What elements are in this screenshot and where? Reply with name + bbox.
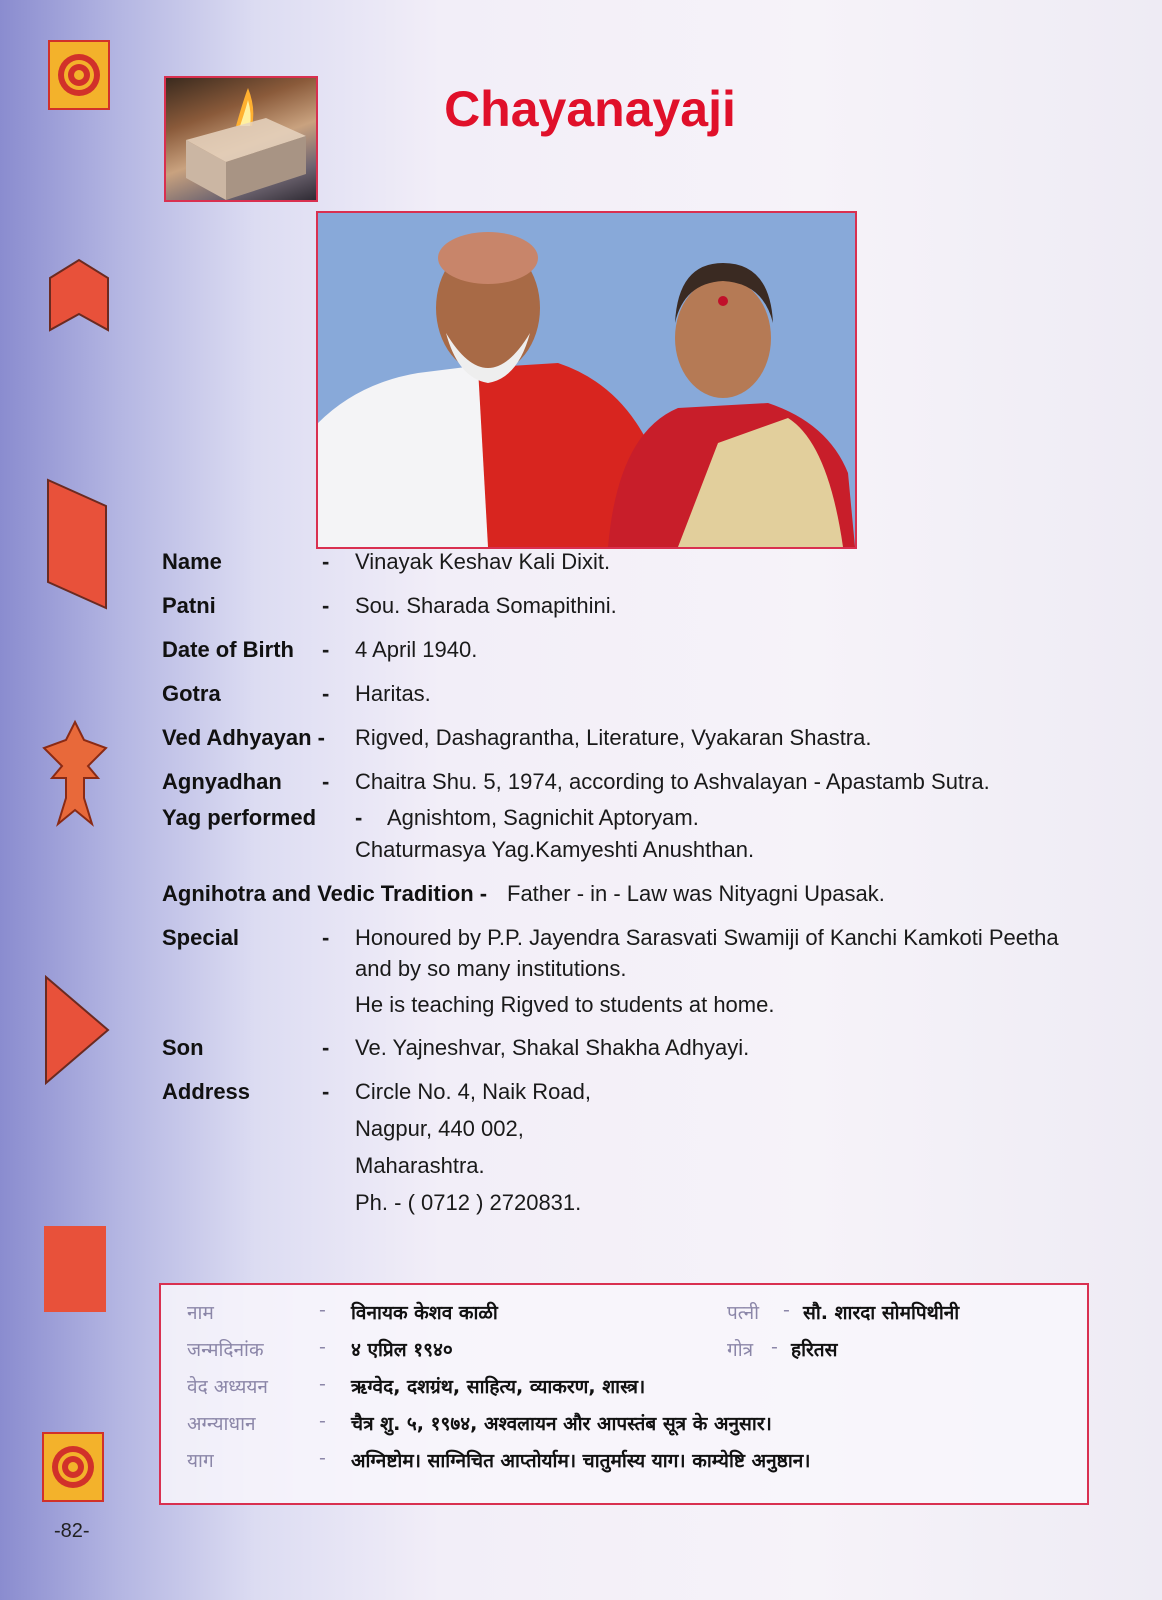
dob-dash: -: [322, 637, 330, 662]
special-value-1: Honoured by P.P. Jayendra Sarasvati Swamiji of Kanchi Kamkoti Peetha: [355, 925, 1059, 950]
son-dash: -: [322, 1035, 330, 1060]
play-triangle-icon: [44, 975, 110, 1085]
address-phone: Ph. - ( 0712 ) 2720831.: [355, 1190, 582, 1215]
janma-dash: -: [319, 1336, 326, 1358]
decorative-sidebar: [0, 0, 130, 1600]
patni-hindi-value: सौ. शारदा सोमपिथीनी: [803, 1302, 960, 1324]
page-title: Chayanayaji: [444, 81, 736, 137]
ved-value: Rigved, Dashagrantha, Literature, Vyakaran Shastra.: [355, 725, 872, 750]
name-dash: -: [322, 549, 330, 574]
gotra-hindi-value: हरितस: [791, 1339, 838, 1361]
yag-value-2: Chaturmasya Yag.Kamyeshti Anushthan.: [355, 837, 755, 862]
yaag-hindi-dash: -: [319, 1447, 326, 1469]
gotra-dash: -: [322, 681, 330, 706]
hindi-summary-box: [159, 1283, 1089, 1505]
address-label: Address: [162, 1079, 251, 1104]
yag-label: Yag performed: [162, 805, 317, 830]
eagle-icon: [40, 718, 110, 830]
gotra-value: Haritas.: [355, 681, 431, 706]
ved-label: Ved Adhyayan -: [162, 725, 326, 750]
address-line-1: Circle No. 4, Naik Road,: [355, 1079, 591, 1104]
agnihotra-label: Agnihotra and Vedic Tradition -: [162, 881, 488, 906]
patni-hindi-label: पत्नी: [727, 1302, 760, 1324]
agnyadhan-dash: -: [322, 769, 330, 794]
chevron-shape-icon: [48, 258, 110, 332]
emblem-top-icon: [48, 40, 110, 110]
name-value: Vinayak Keshav Kali Dixit.: [355, 549, 611, 574]
dob-value: 4 April 1940.: [355, 637, 478, 662]
agnya-hindi-value: चैत्र शु. ५, १९७४, अश्वलायन और आपस्तंब सूत्र के अनुसार।: [351, 1413, 772, 1435]
agnya-hindi-dash: -: [319, 1410, 326, 1432]
gotra-label: Gotra: [162, 681, 221, 706]
naam-value: विनायक केशव काळी: [351, 1302, 498, 1324]
special-dash: -: [322, 925, 330, 950]
patni-dash: -: [322, 593, 330, 618]
yag-dash: -: [355, 805, 363, 830]
son-label: Son: [162, 1035, 204, 1060]
agnyadhan-value: Chaitra Shu. 5, 1974, according to Ashvalayan - Apastamb Sutra.: [355, 769, 990, 794]
yaag-hindi-label: याग: [187, 1450, 214, 1472]
special-value-2: and by so many institutions.: [355, 956, 627, 981]
address-dash: -: [322, 1079, 330, 1104]
agnyadhan-label: Agnyadhan: [162, 769, 282, 794]
special-value-3: He is teaching Rigved to students at home.: [355, 992, 775, 1017]
special-label: Special: [162, 925, 240, 950]
dob-label: Date of Birth: [162, 637, 294, 662]
janma-value: ४ एप्रिल १९४०: [351, 1339, 453, 1361]
naam-dash: -: [319, 1299, 326, 1321]
gotra-hindi-label: गोत्र: [727, 1339, 754, 1361]
emblem-bottom-icon: [42, 1432, 104, 1502]
janma-label: जन्मदिनांक: [187, 1339, 264, 1361]
agnya-hindi-label: अग्न्याधान: [187, 1413, 256, 1435]
couple-portrait-photo: [316, 211, 857, 549]
patni-label: Patni: [162, 593, 216, 618]
patni-value: Sou. Sharada Somapithini.: [355, 593, 617, 618]
ved-hindi-label: वेद अध्ययन: [187, 1376, 268, 1398]
yaag-hindi-value: अग्निष्टोम। साग्निचित आप्तोर्याम। चातुर्मास्य याग। काम्येष्टि अनुष्ठान।: [351, 1450, 811, 1472]
patni-hindi-dash: -: [783, 1299, 790, 1321]
address-line-3: Maharashtra.: [355, 1153, 485, 1178]
naam-label: नाम: [187, 1302, 214, 1324]
yag-value-1: Agnishtom, Sagnichit Aptoryam.: [387, 805, 699, 830]
ved-hindi-dash: -: [319, 1373, 326, 1395]
square-shape-icon: [44, 1226, 106, 1312]
name-label: Name: [162, 549, 222, 574]
page-number: -82-: [54, 1520, 90, 1542]
gotra-hindi-dash: -: [771, 1336, 778, 1358]
son-value: Ve. Yajneshvar, Shakal Shakha Adhyayi.: [355, 1035, 750, 1060]
ved-hindi-value: ऋग्वेद, दशग्रंथ, साहित्य, व्याकरण, शास्त्र।: [351, 1376, 646, 1398]
address-line-2: Nagpur, 440 002,: [355, 1116, 524, 1141]
agnihotra-value: Father - in - Law was Nityagni Upasak.: [507, 881, 885, 906]
fire-ritual-thumbnail: [164, 76, 318, 202]
parallelogram-shape-icon: [46, 478, 108, 610]
